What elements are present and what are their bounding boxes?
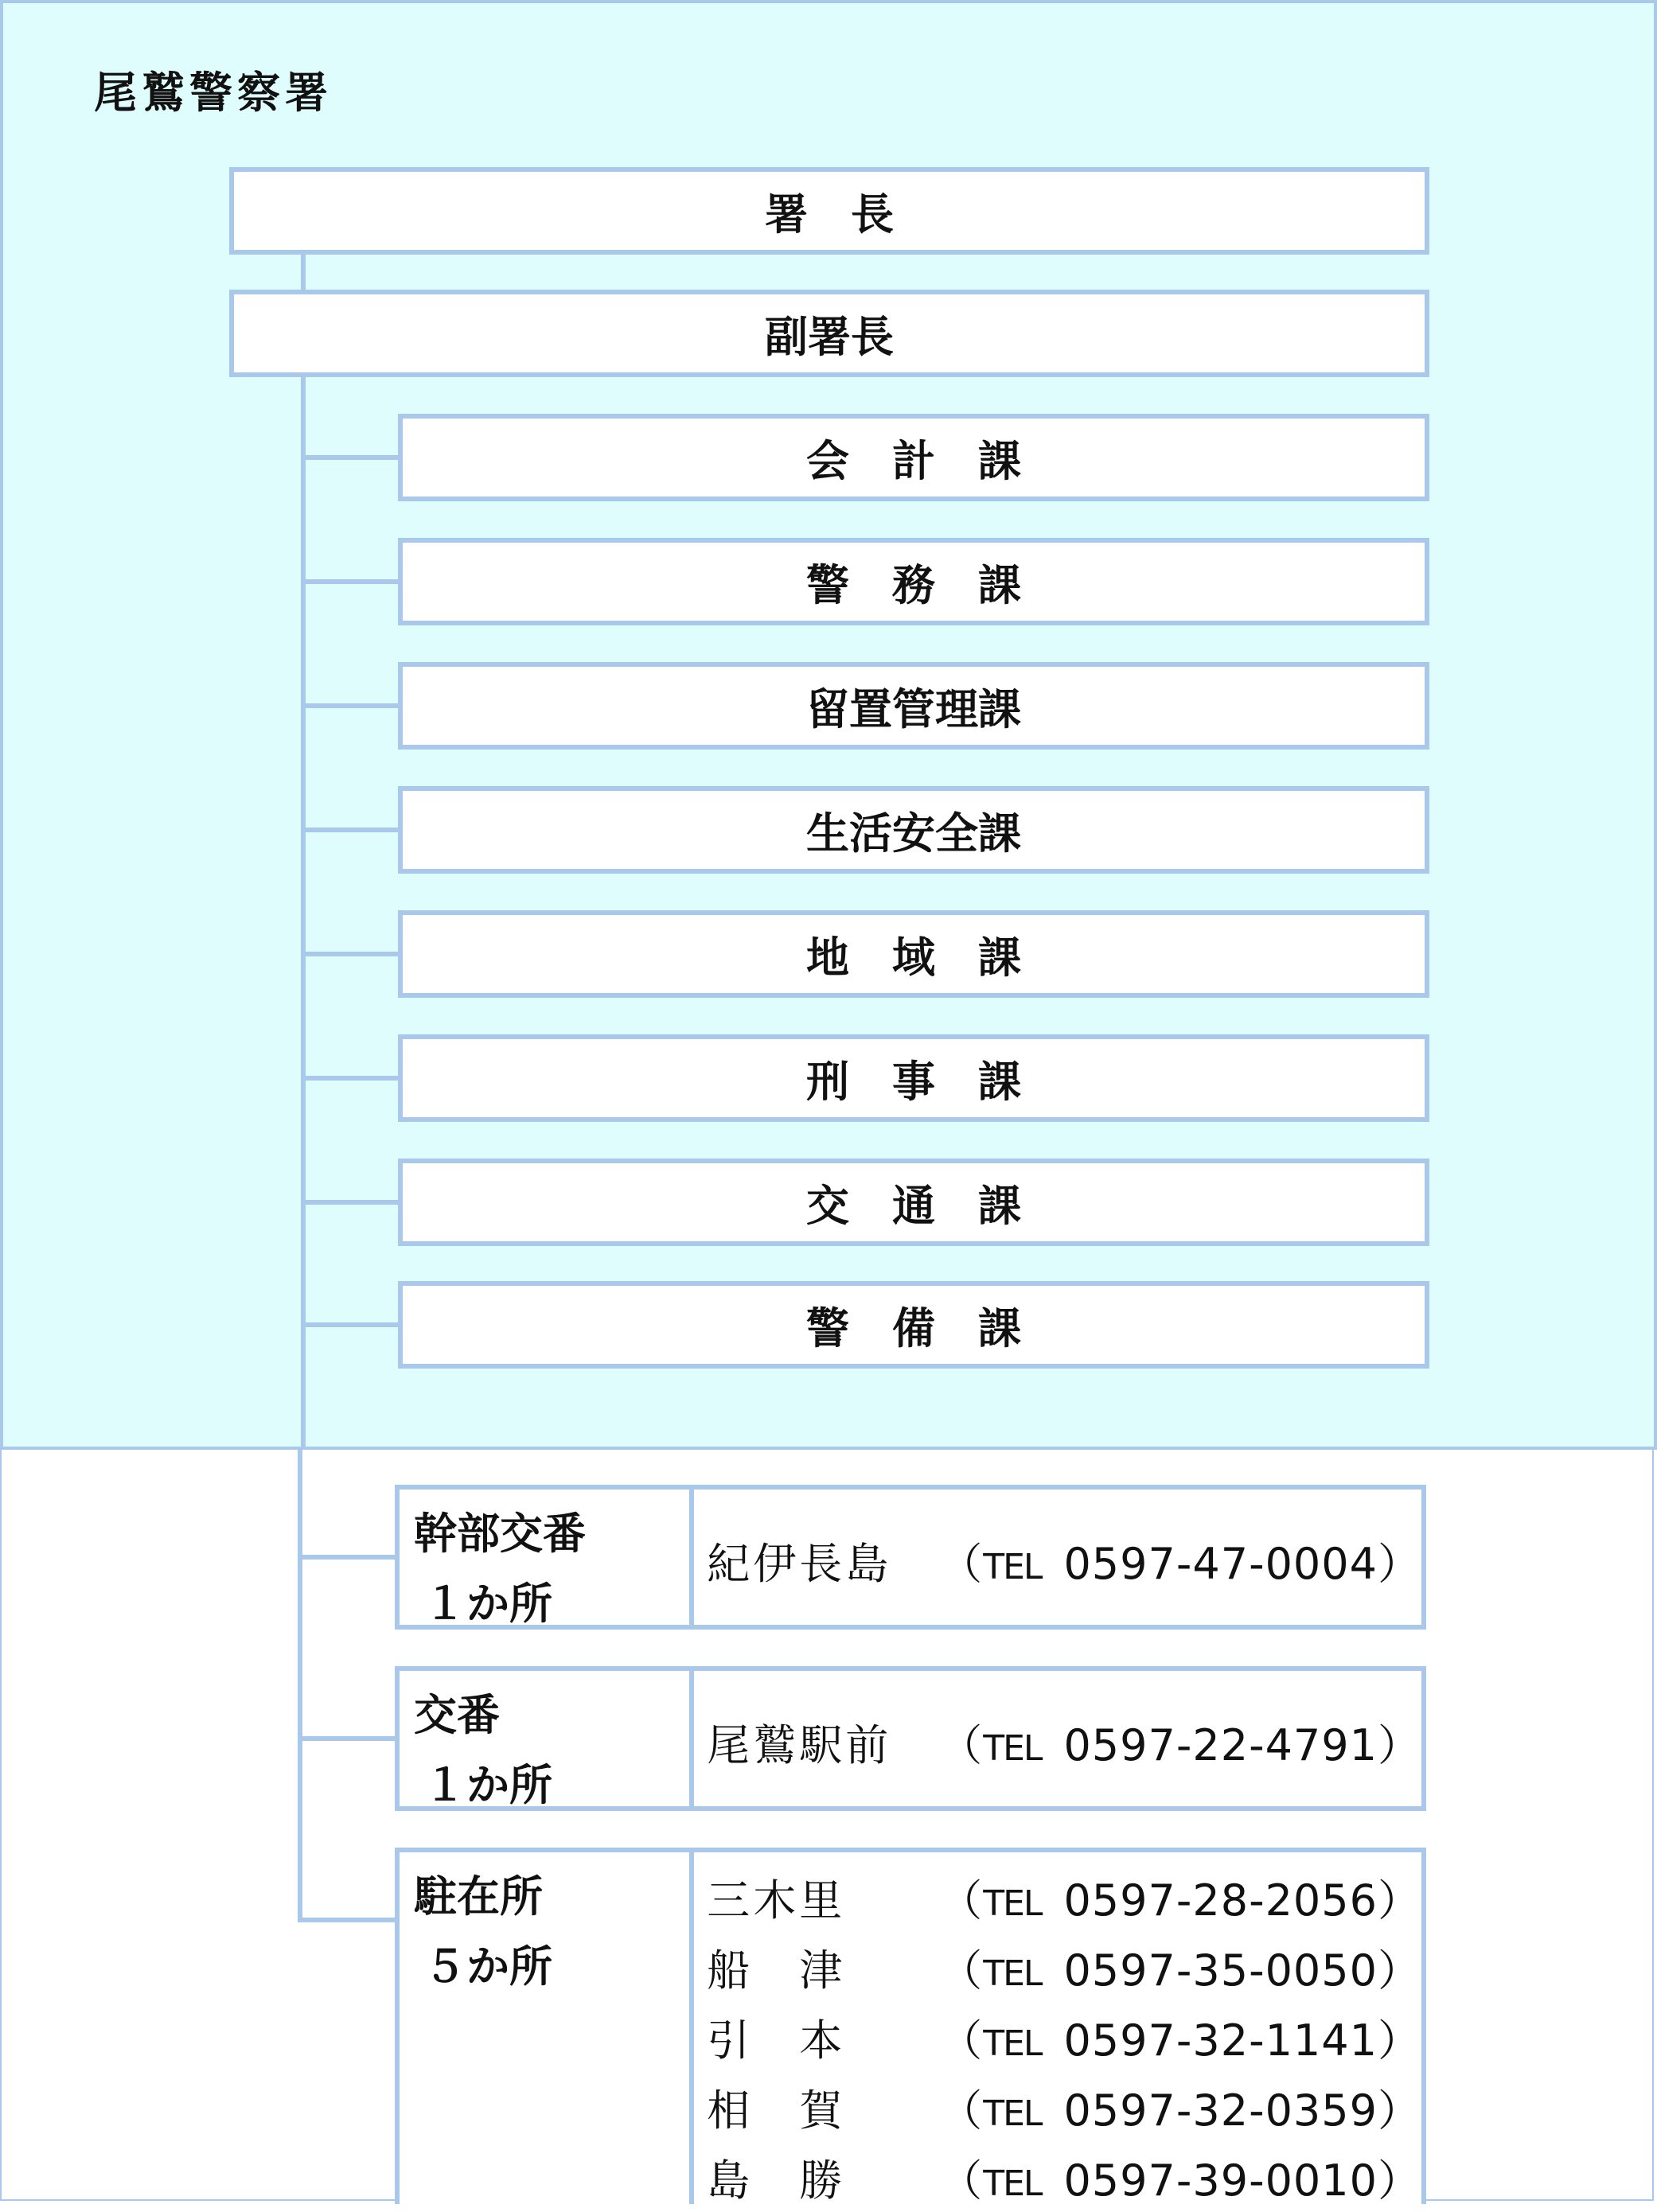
kouban-entries bbox=[694, 1852, 1421, 2204]
kouban-phone: （TEL 0597-39-0010） bbox=[939, 2155, 1421, 2206]
kouban-group bbox=[395, 1848, 1426, 2204]
kouban-type-cell bbox=[400, 1852, 694, 2204]
connector-branch bbox=[301, 1076, 400, 1081]
connector-branch bbox=[301, 952, 400, 956]
kouban-name: 尾鷲駅前 bbox=[707, 1719, 892, 1770]
section-label: 刑 事 課 bbox=[806, 1056, 1021, 1107]
kouban-count: １か所 bbox=[423, 1760, 552, 1810]
kouban-name: 三木里 bbox=[707, 1875, 846, 1926]
kouban-phone: （TEL 0597-35-0050） bbox=[939, 1945, 1421, 1996]
kouban-count: ５か所 bbox=[423, 1941, 552, 1992]
kouban-count: １か所 bbox=[423, 1579, 552, 1629]
kouban-name: 船 津 bbox=[707, 1945, 846, 1996]
kouban-entry bbox=[707, 1932, 1421, 2002]
connector-branch bbox=[301, 1200, 400, 1205]
section-label: 留置管理課 bbox=[806, 683, 1021, 734]
kouban-entry bbox=[707, 1707, 1421, 1777]
kouban-name: 相 賀 bbox=[707, 2085, 846, 2136]
deputy-box bbox=[229, 290, 1429, 377]
section-box bbox=[398, 786, 1429, 874]
kouban-phone: （TEL 0597-47-0004） bbox=[939, 1538, 1421, 1589]
kouban-entry bbox=[707, 1525, 1421, 1595]
deputy-label: 副署長 bbox=[765, 311, 894, 362]
kouban-entry bbox=[707, 2002, 1421, 2072]
connector-branch bbox=[301, 579, 400, 584]
kouban-entry bbox=[707, 2142, 1421, 2212]
kouban-group bbox=[395, 1666, 1426, 1811]
kouban-phone: （TEL 0597-32-0359） bbox=[939, 2085, 1421, 2136]
kouban-group bbox=[395, 1485, 1426, 1630]
section-label: 警 務 課 bbox=[806, 559, 1021, 610]
section-box bbox=[398, 538, 1429, 625]
kouban-type: 駐在所 bbox=[414, 1871, 543, 1922]
connector-branch bbox=[301, 455, 400, 460]
kouban-type-cell bbox=[400, 1490, 694, 1629]
chief-box bbox=[229, 167, 1429, 255]
section-box bbox=[398, 662, 1429, 750]
connector-trunk-lower bbox=[298, 1450, 302, 1922]
section-box bbox=[398, 1159, 1429, 1246]
kouban-type-cell bbox=[400, 1671, 694, 1810]
kouban-type: 交番 bbox=[414, 1690, 500, 1740]
connector-chief-deputy bbox=[301, 251, 306, 293]
connector-branch bbox=[301, 1322, 400, 1327]
section-label: 生活安全課 bbox=[806, 808, 1021, 859]
kouban-entry bbox=[707, 2072, 1421, 2142]
section-label: 警 備 課 bbox=[806, 1303, 1021, 1353]
kouban-entries bbox=[694, 1671, 1421, 1806]
section-label: 交 通 課 bbox=[806, 1180, 1021, 1231]
station-name: 尾鷲警察署 bbox=[94, 68, 333, 118]
connector-branch bbox=[301, 703, 400, 708]
kouban-name: 島 勝 bbox=[707, 2155, 846, 2206]
kouban-name: 引 本 bbox=[707, 2015, 846, 2066]
section-box bbox=[398, 910, 1429, 998]
kouban-phone: （TEL 0597-22-4791） bbox=[939, 1719, 1421, 1770]
kouban-phone: （TEL 0597-32-1141） bbox=[939, 2015, 1421, 2066]
section-box bbox=[398, 1034, 1429, 1122]
kouban-phone: （TEL 0597-28-2056） bbox=[939, 1875, 1421, 1926]
kouban-entries bbox=[694, 1490, 1421, 1625]
chief-label: 署 長 bbox=[765, 189, 894, 240]
section-label: 会 計 課 bbox=[806, 435, 1021, 486]
connector-branch bbox=[301, 828, 400, 832]
connector-branch bbox=[298, 1918, 396, 1922]
section-label: 地 域 課 bbox=[806, 932, 1021, 983]
kouban-entry bbox=[707, 1862, 1421, 1932]
kouban-name: 紀伊長島 bbox=[707, 1538, 892, 1589]
section-box bbox=[398, 1281, 1429, 1369]
section-box bbox=[398, 414, 1429, 501]
connector-branch bbox=[298, 1736, 396, 1741]
kouban-type: 幹部交番 bbox=[414, 1509, 586, 1559]
connector-trunk bbox=[301, 376, 306, 1450]
connector-branch bbox=[298, 1555, 396, 1560]
